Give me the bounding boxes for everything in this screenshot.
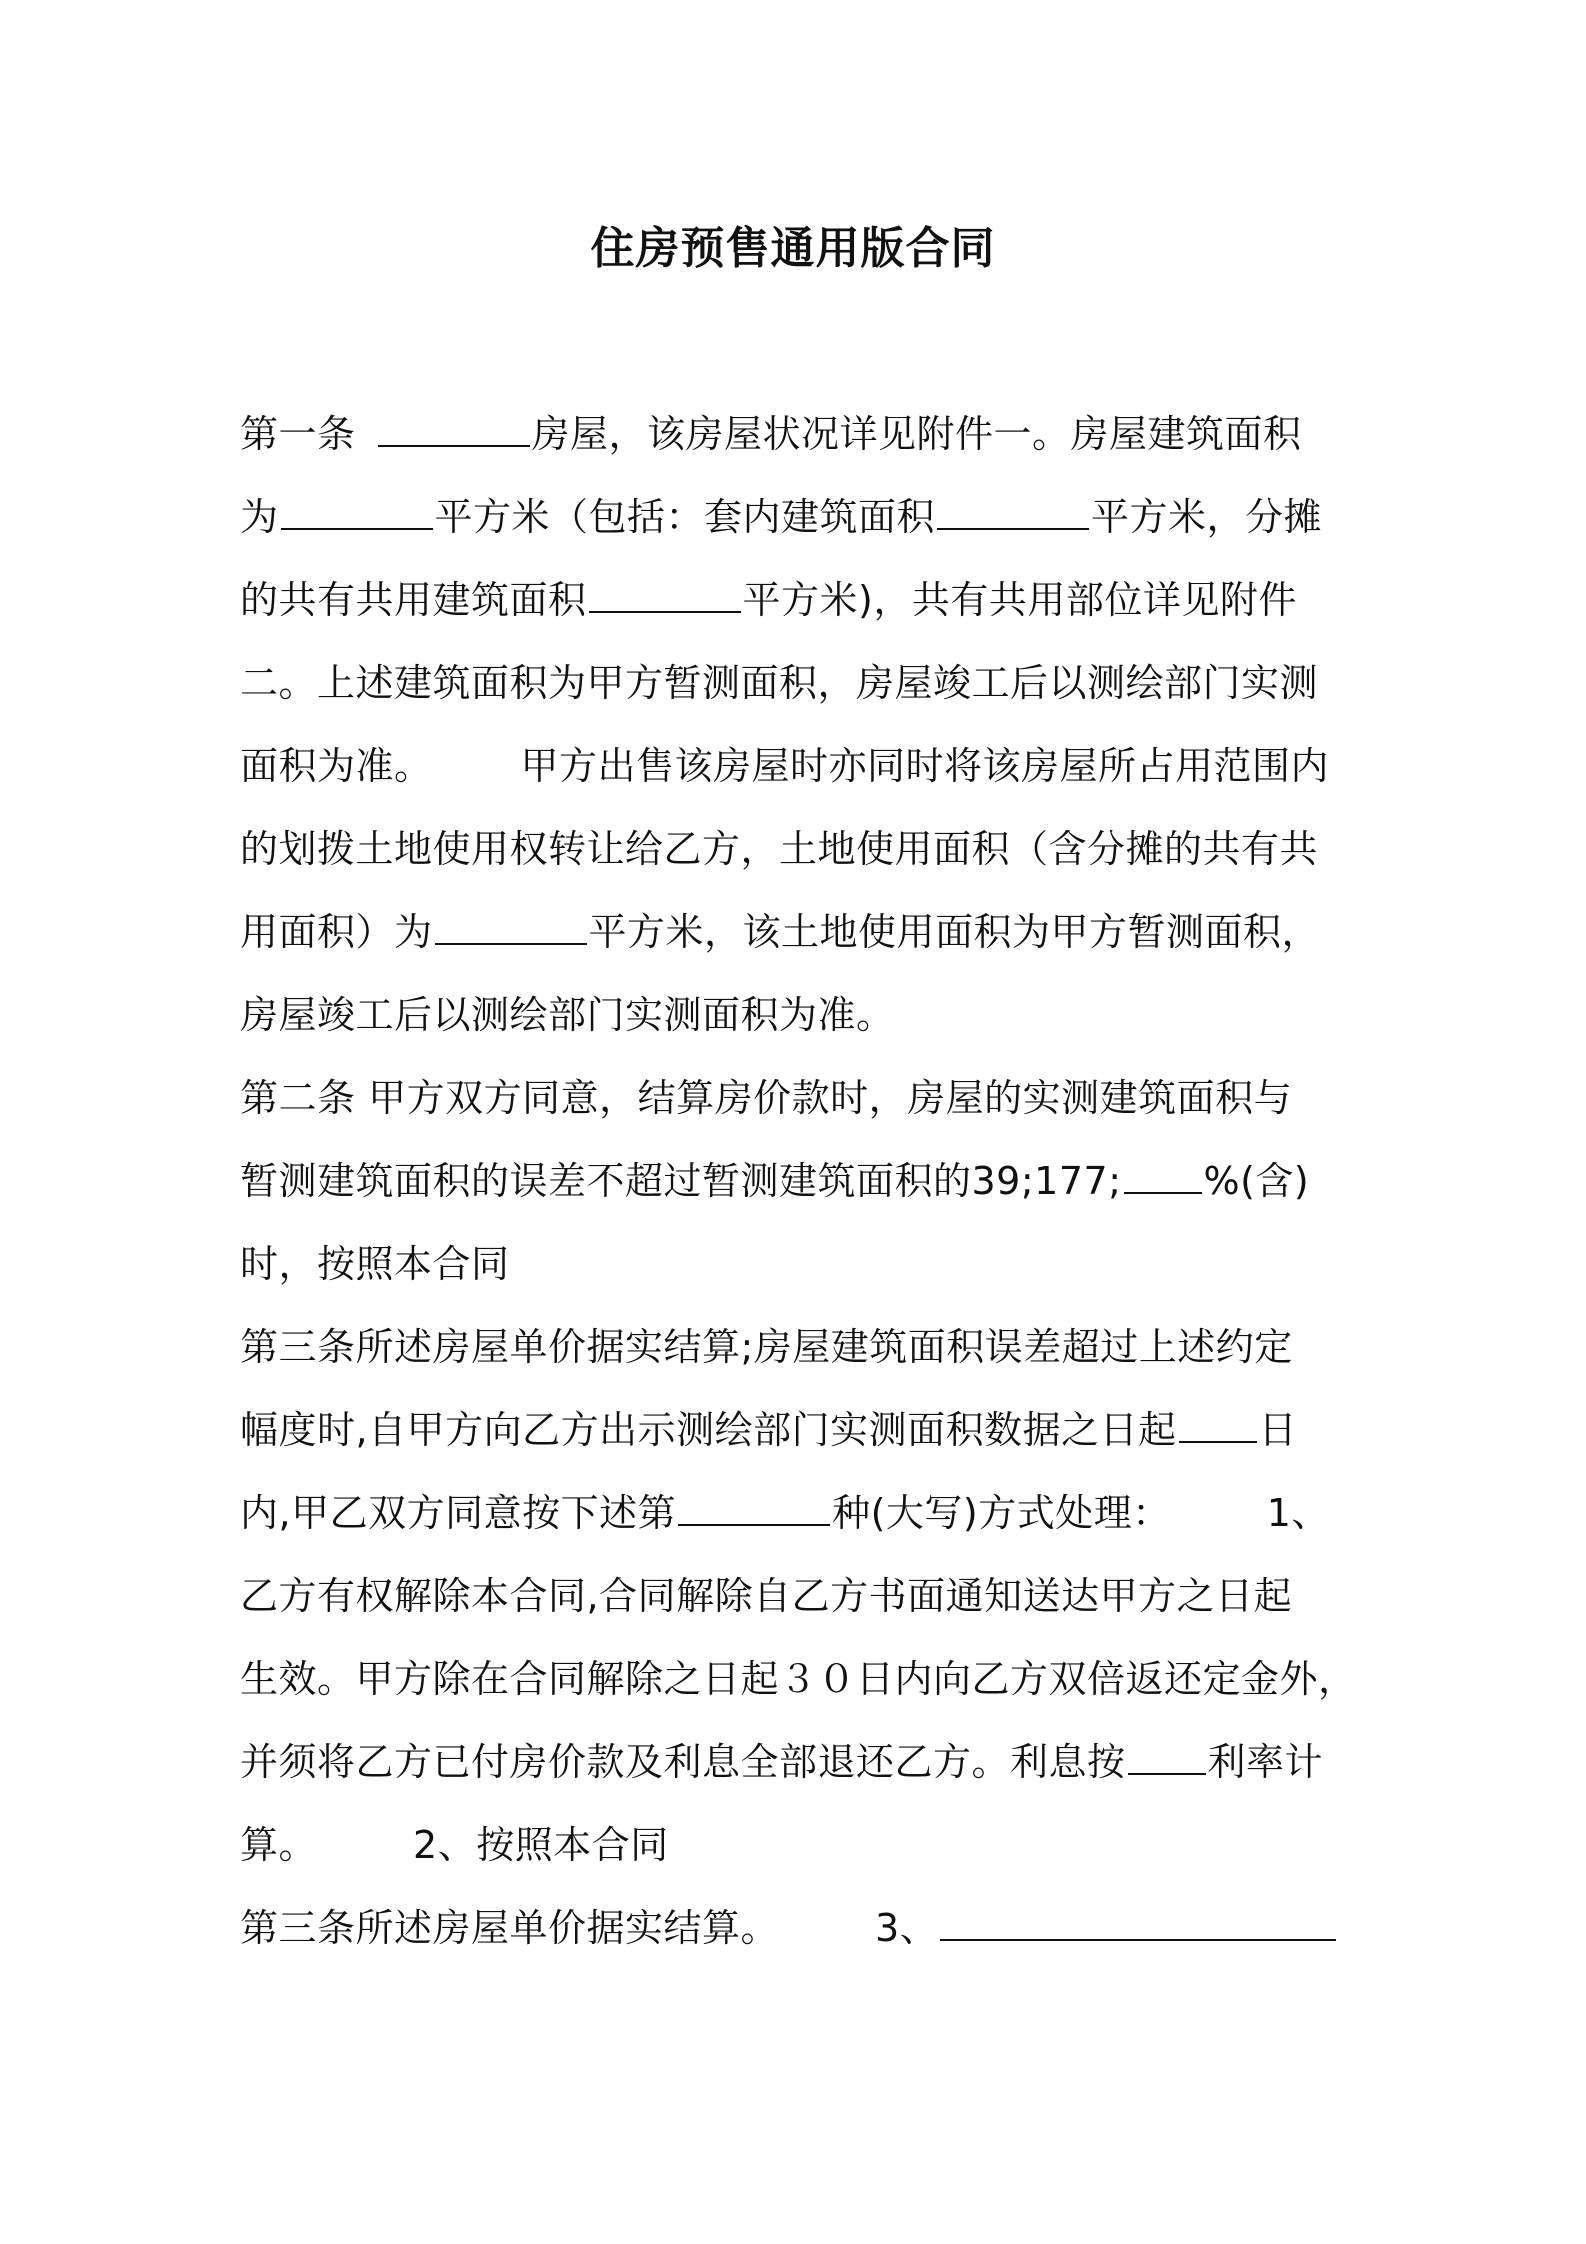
blank-field	[1179, 1401, 1257, 1443]
text-segment: 暂测建筑面积的误差不超过暂测建筑面积的39;177;	[240, 1159, 1122, 1203]
text-segment: 房屋，该房屋状况详见附件一。房屋建筑面积	[531, 412, 1302, 456]
text-segment: 为	[240, 495, 279, 539]
text-line	[240, 1733, 1368, 1816]
text-segment: 用面积）为	[240, 910, 433, 954]
text-segment: 1、	[1266, 1491, 1330, 1535]
text-segment: 种(大写)方式处理：	[832, 1491, 1171, 1535]
text-segment: 算。	[240, 1823, 318, 1867]
text-line	[240, 1484, 1368, 1567]
text-line: 第三条所述房屋单价据实结算;房屋建筑面积误差超过上述约定	[240, 1325, 1293, 1369]
text-segment: 平方米，分摊	[1091, 495, 1323, 539]
contract-body	[240, 405, 1368, 1982]
text-segment: 并须将乙方已付房价款及利息全部退还乙方。利息按	[240, 1740, 1126, 1784]
blank-field	[589, 571, 741, 613]
blank-field	[937, 488, 1089, 530]
blank-field	[1128, 1733, 1206, 1775]
text-line	[240, 1899, 1368, 1982]
text-line	[240, 1816, 1368, 1899]
text-segment: 利率计	[1207, 1740, 1324, 1784]
text-line: 第二条 甲方双方同意，结算房价款时，房屋的实测建筑面积与	[240, 1076, 1293, 1120]
text-segment: 幅度时,自甲方向乙方出示测绘部门实测面积数据之日起	[240, 1408, 1177, 1452]
text-segment: 平方米)，共有共用部位详见附件	[742, 578, 1297, 622]
text-line	[240, 1401, 1368, 1484]
clause-label: 第一条	[240, 412, 356, 456]
text-segment: 平方米，该土地使用面积为甲方暂测面积，	[588, 910, 1321, 954]
text-segment: 面积为准。	[240, 744, 433, 788]
text-segment: 内,甲乙双方同意按下述第	[240, 1491, 677, 1535]
blank-field	[435, 903, 587, 945]
blank-field	[281, 488, 433, 530]
text-segment: 2、按照本合同	[413, 1823, 669, 1867]
blank-field	[378, 405, 530, 447]
text-line	[240, 571, 1368, 654]
text-line	[240, 488, 1368, 571]
text-line: 二。上述建筑面积为甲方暂测面积，房屋竣工后以测绘部门实测	[240, 661, 1319, 705]
text-line: 房屋竣工后以测绘部门实测面积为准。	[240, 993, 895, 1037]
text-line	[240, 737, 1368, 820]
text-segment: 日	[1258, 1408, 1298, 1452]
text-line	[240, 903, 1368, 986]
text-segment: 第三条所述房屋单价据实结算。	[240, 1906, 780, 1950]
text-line: 时，按照本合同	[240, 1242, 510, 1286]
blank-field	[678, 1484, 830, 1526]
text-line: 的划拨土地使用权转让给乙方，土地使用面积（含分摊的共有共	[240, 827, 1319, 871]
document-title: 住房预售通用版合同	[590, 223, 996, 274]
text-segment: 3、	[875, 1906, 939, 1950]
text-line	[240, 1152, 1368, 1235]
text-segment: 的共有共用建筑面积	[240, 578, 587, 622]
blank-field	[1124, 1152, 1202, 1194]
text-line: 乙方有权解除本合同,合同解除自乙方书面通知送达甲方之日起	[240, 1574, 1293, 1618]
text-line: 生效。甲方除在合同解除之日起３０日内向乙方双倍返还定金外，	[240, 1657, 1357, 1701]
blank-field	[940, 1899, 1336, 1941]
text-line	[240, 405, 1368, 488]
text-segment: 平方米（包括：套内建筑面积	[434, 495, 936, 539]
text-segment: 甲方出售该房屋时亦同时将该房屋所占用范围内	[520, 744, 1330, 788]
text-segment: %(含)	[1203, 1159, 1310, 1203]
